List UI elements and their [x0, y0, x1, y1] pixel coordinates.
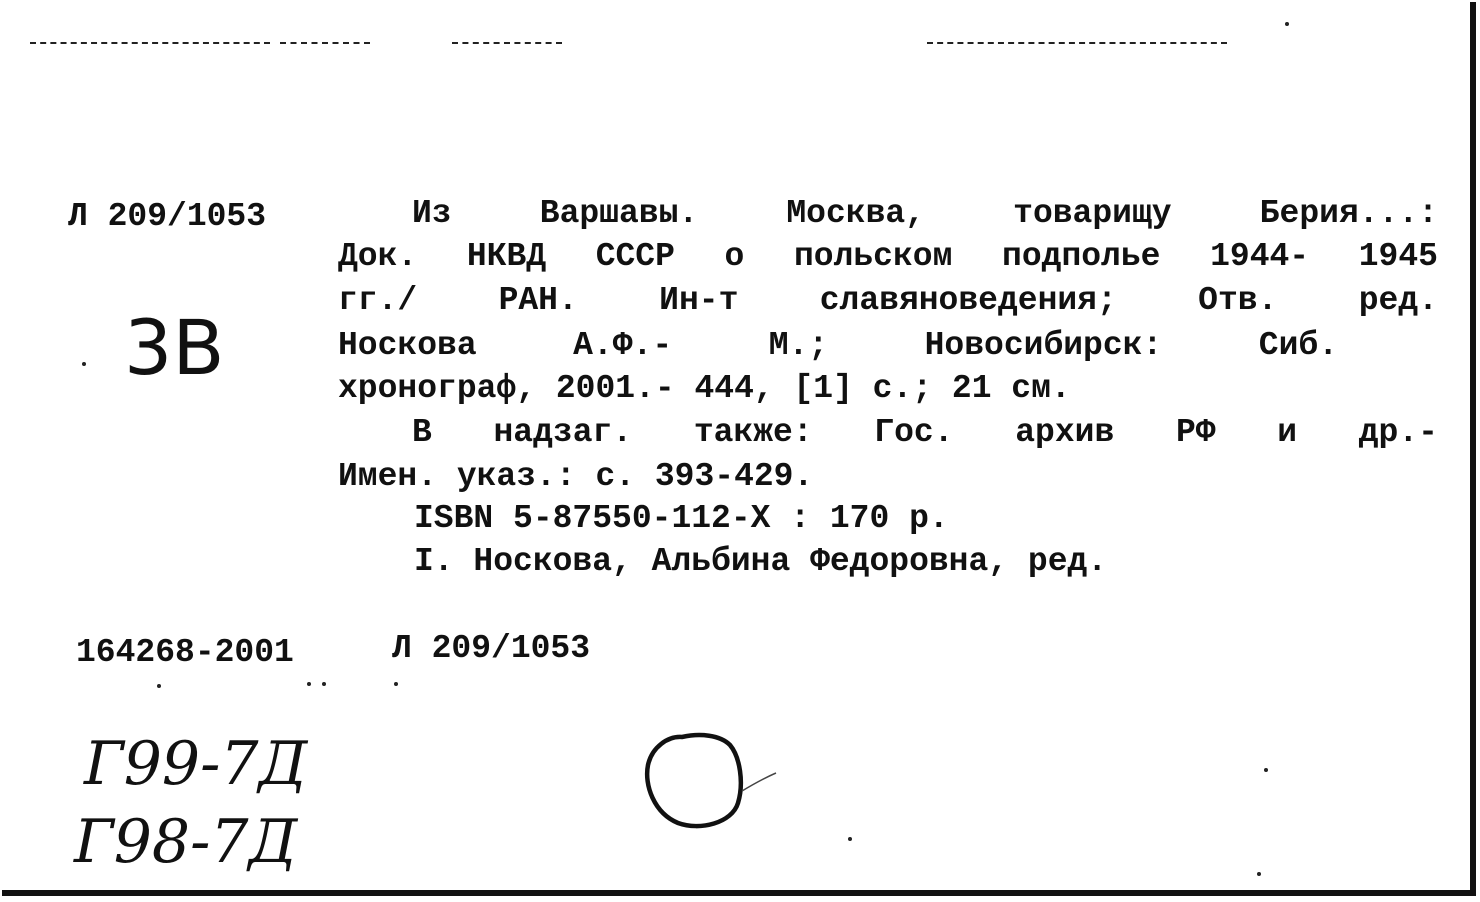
top-rule — [280, 42, 370, 44]
speck — [1257, 872, 1261, 876]
entry-word: славяноведения; — [819, 282, 1117, 319]
circle-mark-icon — [638, 727, 788, 837]
entry-line-3 — [338, 284, 1438, 317]
isbn-line: ISBN 5-87550-112-X : 170 р. — [414, 500, 949, 537]
top-rule — [30, 42, 270, 44]
entry-word: надзаг. — [493, 414, 633, 451]
speck — [1264, 768, 1268, 772]
entry-word: гг./ — [338, 282, 418, 319]
entry-word: 1944- — [1210, 238, 1310, 275]
handwritten-mark: 3В — [124, 303, 225, 392]
top-rule — [927, 42, 1227, 44]
entry-word: Новосибирск: — [924, 327, 1163, 364]
speck — [848, 837, 852, 841]
entry-word: ред. — [1358, 282, 1438, 319]
call-number: Л 209/1053 — [68, 198, 267, 235]
entry-word: архив — [1015, 414, 1115, 451]
entry-line-1 — [338, 197, 1438, 230]
speck — [1285, 22, 1289, 26]
accession-number: 164268-2001 — [76, 634, 294, 671]
entry-line-7: Имен. указ.: с. 393-429. — [338, 458, 814, 495]
entry-word: РФ — [1175, 414, 1216, 451]
entry-word: товарищу — [1013, 195, 1172, 232]
handwritten-code: Г99-7Д — [84, 729, 308, 799]
entry-word: Сиб. — [1258, 327, 1338, 364]
entry-word: В — [412, 414, 432, 451]
entry-word: Носкова — [338, 327, 477, 364]
entry-word: Док. — [338, 238, 418, 275]
speck — [394, 682, 398, 686]
entry-line-6 — [338, 416, 1438, 449]
entry-word: РАН. — [498, 282, 578, 319]
entry-word: СССР — [595, 238, 675, 275]
speck — [307, 682, 311, 686]
entry-word: Берия...: — [1259, 195, 1438, 232]
entry-word: др.- — [1358, 414, 1438, 451]
entry-word: польском — [793, 238, 953, 275]
speck — [82, 362, 86, 366]
footer-call-number: Л 209/1053 — [392, 630, 591, 667]
entry-word: 1945 — [1358, 238, 1438, 275]
entry-line-4 — [338, 329, 1338, 362]
entry-word: также: — [693, 414, 813, 451]
editor-line: I. Носкова, Альбина Федоровна, ред. — [414, 543, 1108, 580]
speck — [322, 682, 326, 686]
entry-word: подполье — [1002, 238, 1161, 275]
entry-word: Из — [412, 195, 452, 232]
entry-word: Москва, — [786, 195, 925, 232]
entry-word: и — [1277, 414, 1298, 451]
entry-line-2 — [338, 240, 1438, 273]
entry-word: М.; — [768, 327, 829, 364]
entry-word: Варшавы. — [539, 195, 699, 232]
catalog-card — [2, 2, 1476, 896]
top-rule — [452, 42, 562, 44]
entry-word: Отв. — [1198, 282, 1278, 319]
entry-word: Ин-т — [659, 282, 739, 319]
entry-word: о — [724, 238, 745, 275]
speck — [157, 684, 161, 688]
handwritten-code: Г98-7Д — [74, 807, 298, 877]
entry-word: НКВД — [466, 238, 547, 275]
entry-word: Гос. — [874, 414, 954, 451]
entry-word: А.Ф.- — [573, 327, 673, 364]
entry-line-5: хронограф, 2001.- 444, [1] с.; 21 см. — [338, 370, 1071, 407]
